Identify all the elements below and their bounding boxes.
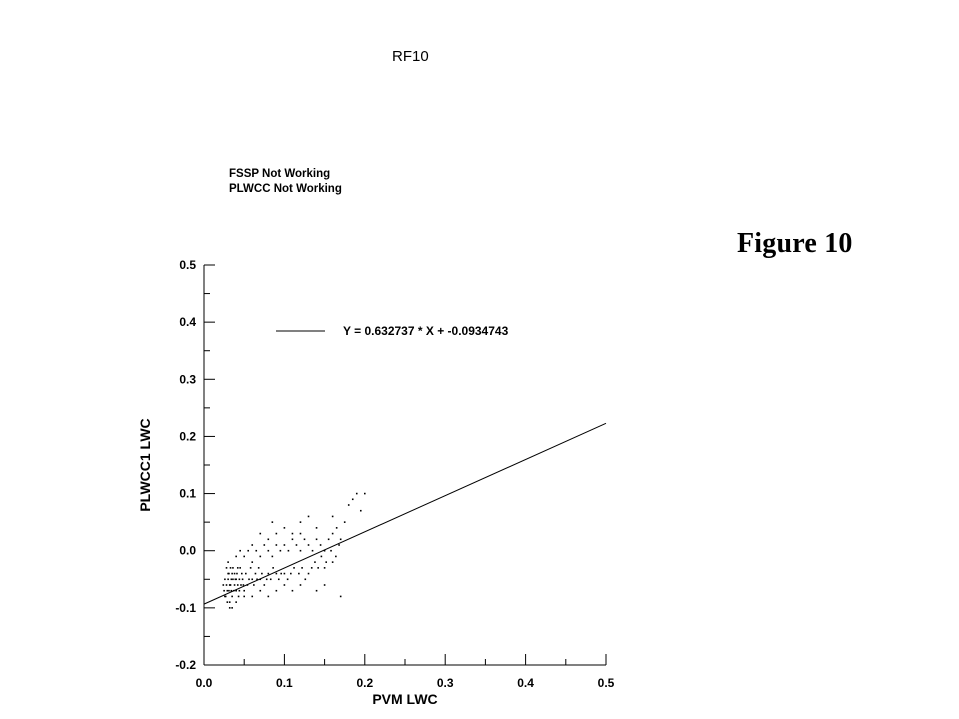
data-point: [231, 607, 233, 609]
data-point: [330, 550, 332, 552]
x-tick-label: 0.4: [517, 676, 534, 690]
data-point: [234, 584, 236, 586]
data-point: [340, 596, 342, 598]
data-point: [224, 578, 226, 580]
figure-label: Figure 10: [737, 228, 853, 259]
data-point: [324, 584, 326, 586]
data-point: [231, 578, 233, 580]
data-point: [234, 573, 236, 575]
data-point: [250, 567, 252, 569]
data-point: [243, 590, 245, 592]
y-tick-label: -0.1: [175, 600, 196, 615]
data-point: [261, 573, 263, 575]
data-point: [222, 584, 224, 586]
data-point: [356, 493, 358, 495]
data-point: [231, 596, 233, 598]
data-point: [227, 561, 229, 563]
data-point: [312, 550, 314, 552]
data-point: [316, 527, 318, 529]
data-point: [288, 550, 290, 552]
data-point: [240, 584, 242, 586]
data-point: [227, 578, 229, 580]
chart-title: RF10: [392, 48, 429, 65]
data-point: [258, 567, 260, 569]
data-point: [328, 538, 330, 540]
data-point: [284, 584, 286, 586]
data-point: [320, 544, 322, 546]
data-point: [245, 573, 247, 575]
data-point: [239, 567, 241, 569]
data-point: [298, 573, 300, 575]
data-point: [229, 607, 231, 609]
data-point: [259, 590, 261, 592]
data-point: [348, 504, 350, 506]
data-point: [308, 516, 310, 518]
data-point: [243, 556, 245, 558]
data-point: [251, 544, 253, 546]
data-point: [293, 567, 295, 569]
x-tick-label: 0.0: [195, 676, 213, 690]
data-point: [270, 578, 272, 580]
data-point: [284, 544, 286, 546]
data-point: [308, 544, 310, 546]
data-point: [301, 567, 303, 569]
y-tick-label: 0.5: [179, 258, 196, 272]
data-point: [300, 584, 302, 586]
data-point: [344, 521, 346, 523]
data-point: [332, 561, 334, 563]
data-point: [316, 538, 318, 540]
data-point: [338, 544, 340, 546]
data-point: [325, 561, 327, 563]
regression-legend: [276, 324, 509, 338]
y-tick-label: 0.4: [179, 315, 196, 330]
data-point: [230, 567, 232, 569]
data-point: [235, 556, 237, 558]
data-point: [276, 544, 278, 546]
data-point: [237, 567, 239, 569]
data-point: [243, 596, 245, 598]
data-point: [229, 601, 231, 603]
data-point: [311, 567, 313, 569]
data-point: [280, 550, 282, 552]
data-point: [305, 578, 307, 580]
data-point: [248, 578, 250, 580]
data-point: [253, 584, 255, 586]
data-point: [276, 573, 278, 575]
data-point: [242, 578, 244, 580]
data-point: [284, 573, 286, 575]
data-point: [239, 550, 241, 552]
data-point: [235, 601, 237, 603]
data-point: [264, 544, 266, 546]
data-point: [241, 573, 243, 575]
data-point: [268, 573, 270, 575]
y-tick-label: 0.3: [179, 372, 196, 387]
data-point: [247, 550, 249, 552]
x-tick-label: 0.3: [436, 676, 454, 690]
chart-axes: [175, 258, 614, 690]
data-point: [308, 573, 310, 575]
data-point: [296, 544, 298, 546]
data-point: [336, 527, 338, 529]
data-point: [223, 590, 225, 592]
data-point: [300, 550, 302, 552]
note-fssp: FSSP Not Working: [229, 168, 331, 180]
data-point: [232, 578, 234, 580]
regression-equation: Y = 0.632737 * X + -0.0934743: [343, 324, 509, 338]
x-tick-label: 0.5: [597, 676, 615, 690]
data-point: [272, 567, 274, 569]
data-point: [316, 590, 318, 592]
data-point: [228, 573, 230, 575]
data-point: [317, 567, 319, 569]
data-point: [227, 601, 229, 603]
regression-line-group: [204, 423, 606, 604]
data-point: [251, 596, 253, 598]
data-point: [276, 533, 278, 535]
data-point: [292, 538, 294, 540]
regression-line: [204, 423, 606, 604]
data-point: [290, 573, 292, 575]
data-point: [235, 578, 237, 580]
data-point: [324, 567, 326, 569]
data-point: [264, 584, 266, 586]
data-point: [292, 590, 294, 592]
data-point: [226, 567, 228, 569]
data-point: [268, 538, 270, 540]
data-point: [304, 538, 306, 540]
data-point: [251, 578, 253, 580]
data-point: [266, 578, 268, 580]
data-point: [292, 533, 294, 535]
data-point: [272, 521, 274, 523]
data-point: [300, 521, 302, 523]
data-point: [236, 573, 238, 575]
data-point: [278, 578, 280, 580]
data-point: [232, 567, 234, 569]
data-point: [364, 493, 366, 495]
y-tick-label: 0.0: [179, 543, 196, 558]
data-point: [231, 573, 233, 575]
data-point: [321, 556, 323, 558]
data-point: [340, 538, 342, 540]
data-point: [268, 550, 270, 552]
x-tick-label: 0.1: [276, 676, 293, 690]
data-point: [352, 498, 354, 500]
y-tick-label: -0.2: [175, 658, 196, 672]
y-axis-title: PLWCC1 LWC: [137, 418, 153, 512]
data-point: [238, 596, 240, 598]
data-point: [272, 556, 274, 558]
data-point: [255, 573, 257, 575]
data-point: [276, 590, 278, 592]
data-point: [243, 584, 245, 586]
data-point: [268, 596, 270, 598]
data-point: [287, 578, 289, 580]
data-point: [332, 516, 334, 518]
data-point: [251, 561, 253, 563]
data-point: [259, 556, 261, 558]
note-plwcc: PLWCC Not Working: [229, 183, 342, 195]
data-point: [229, 584, 231, 586]
data-point: [227, 590, 229, 592]
data-point: [239, 578, 241, 580]
x-axis-title: PVM LWC: [372, 691, 438, 707]
x-tick-label: 0.2: [356, 676, 374, 690]
y-tick-label: 0.1: [179, 486, 196, 501]
data-point: [314, 561, 316, 563]
scatter-points: [222, 493, 365, 609]
data-point: [224, 596, 226, 598]
y-tick-label: 0.2: [179, 429, 196, 444]
data-point: [284, 527, 286, 529]
data-point: [332, 533, 334, 535]
data-point: [255, 550, 257, 552]
data-point: [228, 590, 230, 592]
data-point: [335, 556, 337, 558]
data-point: [226, 584, 228, 586]
data-point: [237, 584, 239, 586]
data-point: [280, 573, 282, 575]
data-point: [300, 533, 302, 535]
data-point: [239, 590, 241, 592]
data-point: [259, 533, 261, 535]
data-point: [360, 510, 362, 512]
